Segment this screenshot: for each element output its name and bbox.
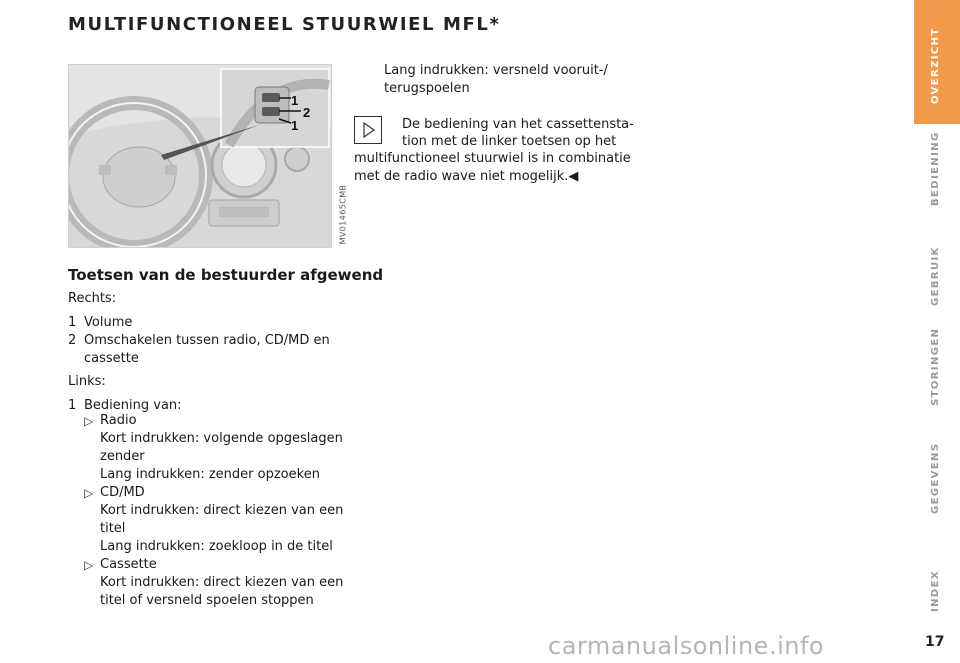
note-text-last <box>354 168 578 186</box>
note-triangle-icon <box>354 116 382 144</box>
mode-line: Kort indrukken: direct kiezen van een <box>100 575 344 590</box>
note-text: tion met de linker toetsen op het <box>402 134 617 149</box>
mode-cassette: Cassette <box>100 557 157 572</box>
tab-bediening[interactable]: BEDIENING <box>930 131 941 206</box>
left-label: Links: <box>68 374 106 389</box>
note-text: met de radio wave niet mogelijk. <box>354 169 569 184</box>
item-number: 1 <box>68 315 77 330</box>
tab-gegevens[interactable]: GEGEVENS <box>930 442 941 514</box>
note-triangle-glyph <box>355 117 381 143</box>
steering-wheel-illustration <box>68 64 332 248</box>
tab-storingen[interactable]: STORINGEN <box>930 327 941 406</box>
tab-overzicht[interactable]: OVERZICHT <box>930 27 941 104</box>
mode-line: Kort indrukken: direct kiezen van een <box>100 503 344 518</box>
figure-code-text: MV01465CMB <box>338 184 348 245</box>
mode-line: titel <box>100 521 126 536</box>
tab-index[interactable]: INDEX <box>930 570 941 612</box>
triangle-right-icon: ▷ <box>84 558 94 572</box>
note-text: multifunctioneel stuurwiel is in combinatie <box>354 151 631 166</box>
mode-line: Lang indrukken: zender opzoeken <box>100 467 320 482</box>
mode-line: Lang indrukken: zoekloop in de titel <box>100 539 333 554</box>
cassette-fast-text-cont: terugspoelen <box>384 81 470 96</box>
end-mark-icon: ◀ <box>568 169 579 184</box>
mode-line: titel of versneld spoelen stoppen <box>100 593 314 608</box>
figure-code <box>333 184 348 246</box>
item-text-continued: cassette <box>84 351 139 366</box>
callout-2: 2 <box>303 105 311 120</box>
steering-wheel-drawing <box>69 65 331 247</box>
item-text: Bediening van: <box>84 398 182 413</box>
triangle-right-icon: ▷ <box>84 414 94 428</box>
watermark: carmanualsonline.info <box>548 632 825 660</box>
callout-1-bottom: 1 <box>291 118 299 133</box>
right-label: Rechts: <box>68 291 117 306</box>
item-number: 1 <box>68 398 77 413</box>
page-title: MULTIFUNCTIONEEL STUURWIEL MFL* <box>68 14 501 35</box>
tab-gebruik[interactable]: GEBRUIK <box>930 246 941 306</box>
mode-cdmd: CD/MD <box>100 485 145 500</box>
callout-1-top: 1 <box>291 93 299 108</box>
mode-radio: Radio <box>100 413 137 428</box>
item-text: Omschakelen tussen radio, CD/MD en <box>84 333 330 348</box>
mode-line: Kort indrukken: volgende opgeslagen <box>100 431 343 446</box>
page-number: 17 <box>925 634 945 650</box>
cassette-fast-text: Lang indrukken: versneld vooruit-/ <box>384 63 608 78</box>
note-text: De bediening van het cassettensta- <box>402 117 634 132</box>
item-number: 2 <box>68 333 77 348</box>
section-subheading: Toetsen van de bestuurder afgewend <box>68 266 384 284</box>
triangle-right-icon: ▷ <box>84 486 94 500</box>
item-text: Volume <box>84 315 133 330</box>
mode-line: zender <box>100 449 145 464</box>
